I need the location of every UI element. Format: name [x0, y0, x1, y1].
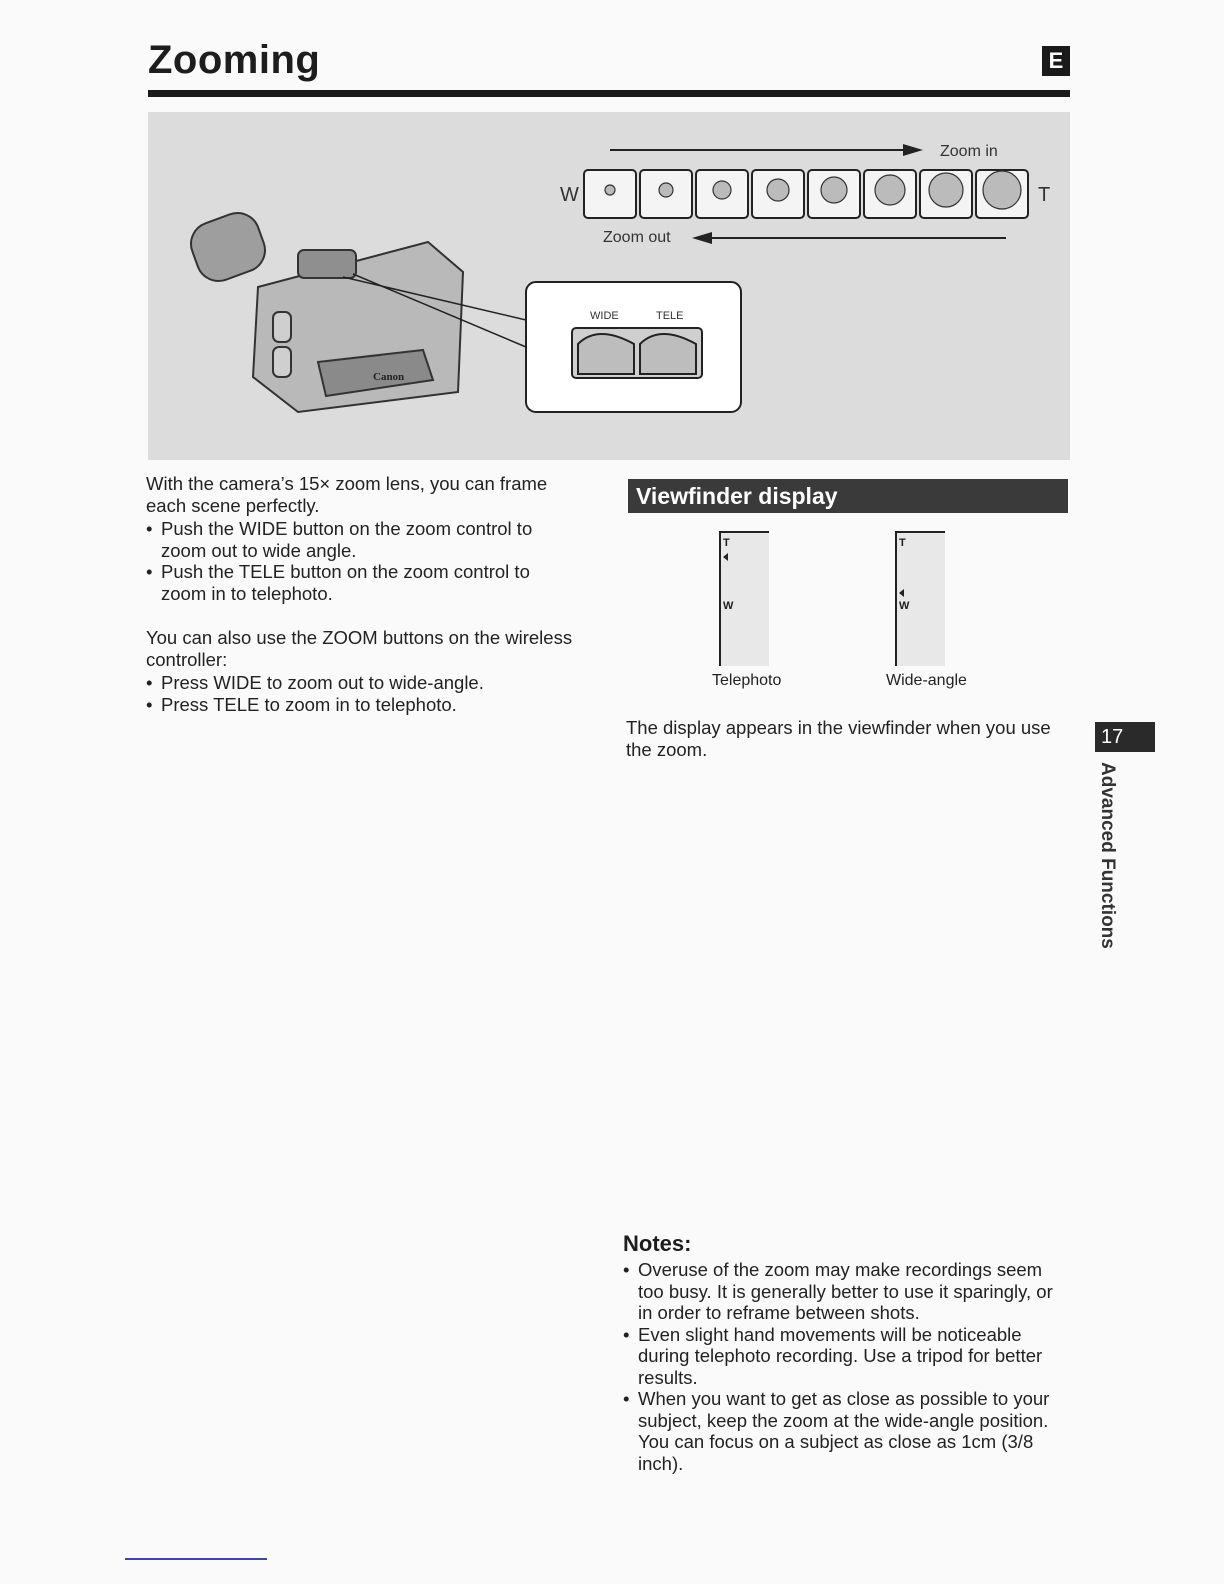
vf-t-label: T — [899, 537, 906, 549]
list-item: • Overuse of the zoom may make recordings seem too busy. It is generally better to use it sparingly, or in order to reframe between shots. — [623, 1259, 1068, 1324]
zoom-control-list — [146, 518, 566, 604]
list-item: • Push the WIDE button on the zoom control to zoom out to wide angle. — [146, 518, 566, 561]
camcorder-drawing — [148, 112, 1070, 460]
list-item: • Press WIDE to zoom out to wide-angle. — [146, 672, 566, 694]
list-item: • When you want to get as close as possible to your subject, keep the zoom at the wide-angle position. You can focus on a subject as close as 1cm (3/8 inch). — [623, 1388, 1068, 1474]
list-item: • Push the TELE button on the zoom control to zoom in to telephoto. — [146, 561, 566, 604]
zoom-in-label: Zoom in — [940, 143, 998, 160]
zoom-out-label: Zoom out — [603, 229, 671, 246]
zoom-illustration — [148, 112, 1070, 460]
notes-list — [623, 1259, 1068, 1474]
vf-w-label: W — [899, 600, 910, 612]
camera-brand: Canon — [373, 371, 405, 383]
wireless-paragraph: You can also use the ZOOM buttons on the wireless controller: — [146, 627, 573, 670]
language-badge: E — [1042, 46, 1070, 76]
title-rule — [148, 90, 1070, 97]
page-title: Zooming — [148, 38, 321, 82]
wireless-list — [146, 672, 566, 715]
vf-w-label: W — [723, 600, 734, 612]
intro-paragraph: With the camera’s 15× zoom lens, you can frame each scene perfectly. — [146, 473, 548, 516]
viewfinder-header: Viewfinder display — [628, 479, 1068, 513]
section-tab: Advanced Functions — [1097, 762, 1118, 949]
tele-marker: T — [1038, 184, 1051, 206]
wide-marker: W — [560, 184, 579, 206]
caption-telephoto: Telephoto — [712, 672, 782, 689]
page-number: 17 — [1095, 722, 1155, 752]
tele-button-label: TELE — [656, 310, 684, 322]
zoom-position-arrow-icon — [899, 589, 904, 597]
list-item: • Even slight hand movements will be noticeable during telephoto recording. Use a tripod for better results. — [623, 1324, 1068, 1389]
vf-t-label: T — [723, 537, 730, 549]
caption-wide-angle: Wide-angle — [886, 672, 967, 689]
notes-title: Notes: — [623, 1231, 692, 1256]
viewfinder-wide-indicator — [895, 531, 945, 666]
wide-button-label: WIDE — [590, 310, 619, 322]
zoom-position-arrow-icon — [723, 553, 728, 561]
footer-rule — [125, 1558, 267, 1560]
list-item: • Press TELE to zoom in to telephoto. — [146, 694, 566, 716]
viewfinder-paragraph: The display appears in the viewfinder when you use the zoom. — [626, 717, 1051, 760]
viewfinder-telephoto-indicator — [719, 531, 769, 666]
